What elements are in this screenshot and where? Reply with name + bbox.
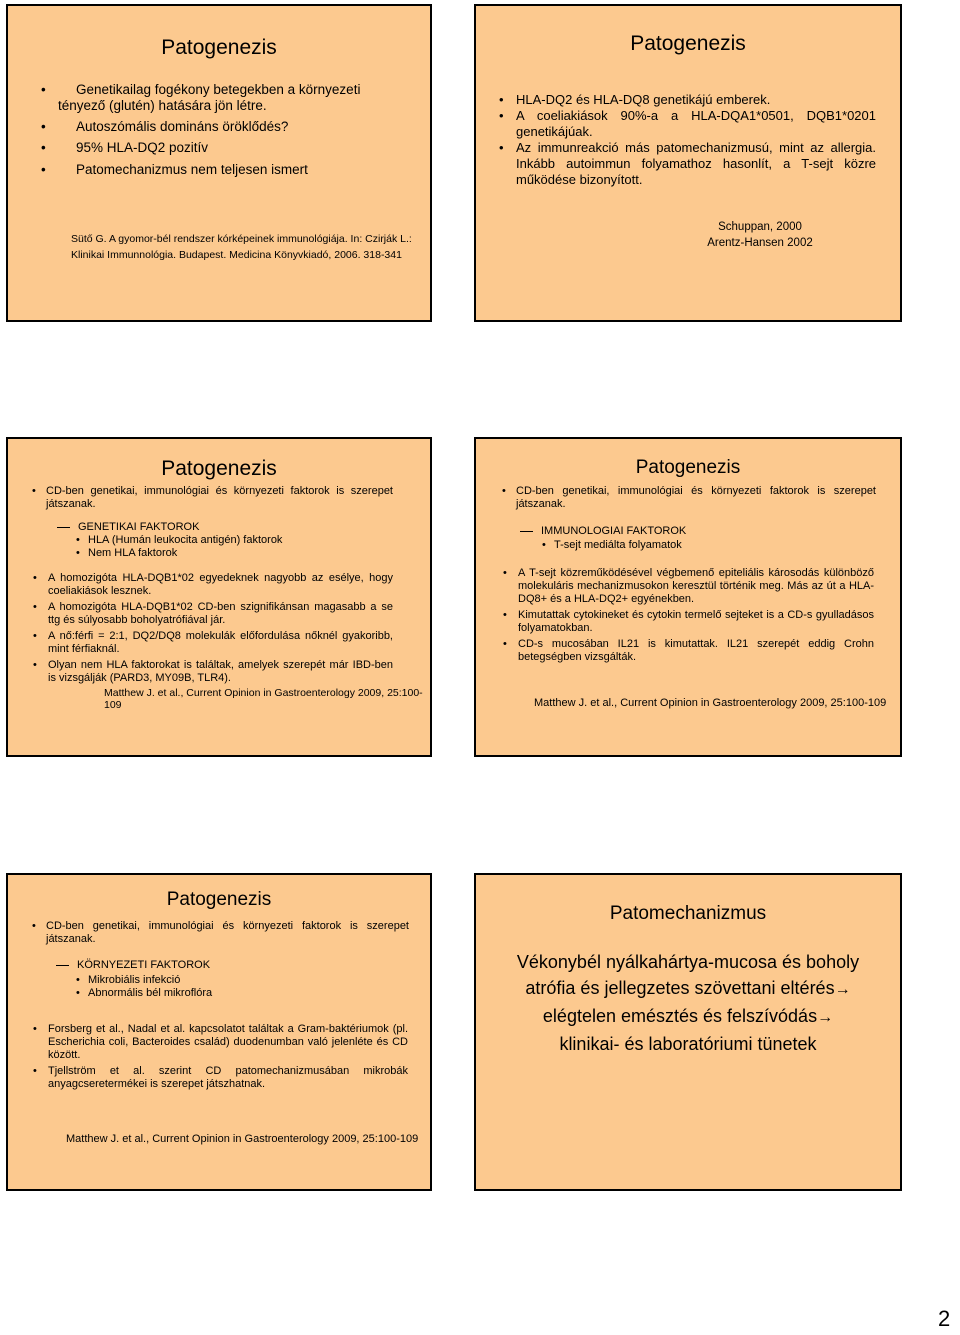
list-item: • A homozigóta HLA-DQB1*02 egyedeknek nagyobb az esélye, hogy coeliakiások lesznek.: [33, 572, 393, 597]
list-item: • A T-sejt közreműködésével végbemenő epiteliális károsodás különböző molekuláris mechanizmusokon keresztül történik meg. Más az út a HLA-DQ8+ és a HLA-DQ2+ egyénekben.: [503, 567, 874, 605]
reference-text: Matthew J. et al., Current Opinion in Gastroenterology 2009, 25:100-109: [534, 697, 887, 709]
list-item: • HLA (Humán leukocita antigén) faktorok: [76, 534, 283, 546]
bullet-icon: •: [33, 630, 37, 642]
reference-text: Matthew J. et al., Current Opinion in Gastroenterology 2009, 25:100-109: [66, 1133, 419, 1145]
bullet-list: [499, 92, 876, 188]
list-item: • Mikrobiális infekció: [76, 974, 181, 986]
bullet-icon: •: [33, 659, 37, 671]
arrow-right-icon: →: [834, 981, 851, 998]
bullet-icon: •: [499, 140, 504, 155]
bullet-icon: •: [41, 119, 46, 134]
factor-heading: GENETIKAI FAKTOROK: [57, 521, 199, 534]
bullet-icon: •: [41, 140, 46, 155]
slide-3: [6, 437, 432, 757]
reference-text: Matthew J. et al., Current Opinion in Gastroenterology 2009, 25:100-109: [104, 687, 423, 711]
slide-title: Patogenezis: [635, 457, 741, 478]
list-item: • Patomechanizmus nem teljesen ismert: [41, 162, 308, 177]
list-item: • Nem HLA faktorok: [76, 547, 178, 559]
bullet-icon: •: [503, 638, 507, 650]
intro-bullet: • CD-ben genetikai, immunológiai és környezeti faktorok is szerepet játszanak.: [502, 485, 876, 510]
intro-bullet: • CD-ben genetikai, immunológiai és környezeti faktorok is szerepet játszanak.: [32, 920, 409, 945]
reference-line: Schuppan, 2000: [718, 221, 802, 233]
list-item: • Forsberg et al., Nadal et al. kapcsolatot találtak a Gram-baktériumok (pl. Escherichia coli, Bacteroides család) duodenumban való jelenléte és CD között.: [33, 1023, 408, 1061]
slide-title: Patogenezis: [161, 457, 277, 480]
list-item: • Az immunreakció más patomechanizmusú, mint az allergia. Inkább autoimmun folyamathoz hasonlít, a T-sejt közre működése bizonyított.: [499, 140, 876, 187]
slide-title: Patogenezis: [161, 36, 277, 59]
bullet-list: [33, 572, 393, 688]
bullet-icon: •: [499, 108, 504, 123]
list-item: • CD-s mucosában IL21 is kimutattak. IL21 szerepét eddig Crohn betegségben vizsgálták.: [503, 638, 874, 663]
reference-text: Sütő G. A gyomor-bél rendszer kórképeinek immunológiája. In: Czirják L.: Klinikai Immunnológia. Budapest. Medicina Könyvkiadó, 2006. 318-341: [71, 233, 412, 261]
bullet-icon: •: [76, 534, 80, 546]
dash-icon: [520, 531, 533, 532]
slide-title: Patogenezis: [166, 889, 272, 910]
list-item: • A nő:férfi = 2:1, DQ2/DQ8 molekulák előfordulása nőknél gyakoribb, mint férfiaknál.: [33, 630, 393, 655]
list-item: • T-sejt mediálta folyamatok: [542, 539, 682, 551]
bullet-icon: •: [33, 1065, 37, 1077]
slide-4: [474, 437, 902, 757]
mechanism-line: klinikai- és laboratóriumi tünetek: [559, 1034, 817, 1054]
dash-icon: [57, 527, 70, 528]
bullet-icon: •: [33, 601, 37, 613]
dash-icon: [56, 965, 69, 966]
list-item: • Abnormális bél mikroflóra: [76, 987, 213, 999]
bullet-icon: •: [76, 547, 80, 559]
sub-list: [542, 539, 682, 552]
factor-heading: IMMUNOLOGIAI FAKTOROK: [520, 525, 686, 538]
bullet-icon: •: [76, 974, 80, 986]
slide-5: [6, 873, 432, 1191]
mechanism-line: Vékonybél nyálkahártya-mucosa és boholy: [516, 952, 860, 972]
list-item: • Autoszómális domináns öröklődés?: [41, 119, 289, 134]
list-item: • A homozigóta HLA-DQB1*02 CD-ben szignifikánsan magasabb a se ttg és súlyosabb boholyatrófiával jár.: [33, 601, 393, 626]
page-number: 2: [938, 1306, 951, 1331]
reference-line: Arentz-Hansen 2002: [707, 237, 813, 249]
list-item: • Olyan nem HLA faktorokat is találtak, amelyek szerepét már IBD-ben is vizsgálják (PARD3, MY09B, TLR4).: [33, 659, 393, 684]
reference-text: [476, 219, 850, 251]
slide-6: [474, 873, 902, 1191]
list-item: • HLA-DQ2 és HLA-DQ8 genetikájú emberek.: [499, 92, 771, 107]
bullet-icon: •: [499, 92, 504, 107]
bullet-list: [41, 82, 393, 183]
bullet-icon: •: [33, 572, 37, 584]
bullet-icon: •: [33, 1023, 37, 1035]
mechanism-line: elégtelen emésztés és felszívódás→: [542, 1006, 834, 1026]
list-item: • 95% HLA-DQ2 pozitív: [41, 140, 209, 155]
slide-title: Patogenezis: [630, 32, 746, 55]
intro-bullet: • CD-ben genetikai, immunológiai és környezeti faktorok is szerepet játszanak.: [32, 485, 393, 510]
bullet-icon: •: [542, 539, 546, 551]
list-item: • A coeliakiások 90%-a a HLA-DQA1*0501, DQB1*0201 genetikájúak.: [499, 108, 876, 139]
factor-heading: KÖRNYEZETI FAKTOROK: [56, 959, 210, 972]
slide-1: [6, 4, 432, 322]
list-item: • Kimutattak cytokineket és cytokin termelő sejteket is a CD-s gyulladásos folyamatokban.: [503, 609, 874, 634]
bullet-icon: •: [32, 920, 36, 932]
bullet-icon: •: [503, 567, 507, 579]
bullet-list: [503, 567, 874, 667]
sub-list: [76, 974, 213, 1000]
bullet-list: [33, 1023, 408, 1094]
slide-2: [474, 4, 902, 322]
bullet-icon: •: [76, 987, 80, 999]
arrow-right-icon: →: [817, 1009, 834, 1026]
slide-title: Patomechanizmus: [609, 903, 767, 924]
mechanism-text: [496, 949, 880, 1057]
mechanism-line: atrófia és jellegzetes szövettani eltérés→: [525, 978, 851, 998]
bullet-icon: •: [32, 485, 36, 497]
bullet-icon: •: [41, 82, 46, 97]
list-item: • Tjellström et al. szerint CD patomechanizmusában mikrobák anyagcseretermékei is szerepet játszhatnak.: [33, 1065, 408, 1090]
bullet-icon: •: [503, 609, 507, 621]
list-item: • Genetikailag fogékony betegekben a környezeti tényező (glutén) hatására jön létre.: [41, 82, 361, 113]
sub-list: [76, 534, 283, 560]
bullet-icon: •: [502, 485, 506, 497]
bullet-icon: •: [41, 162, 46, 177]
